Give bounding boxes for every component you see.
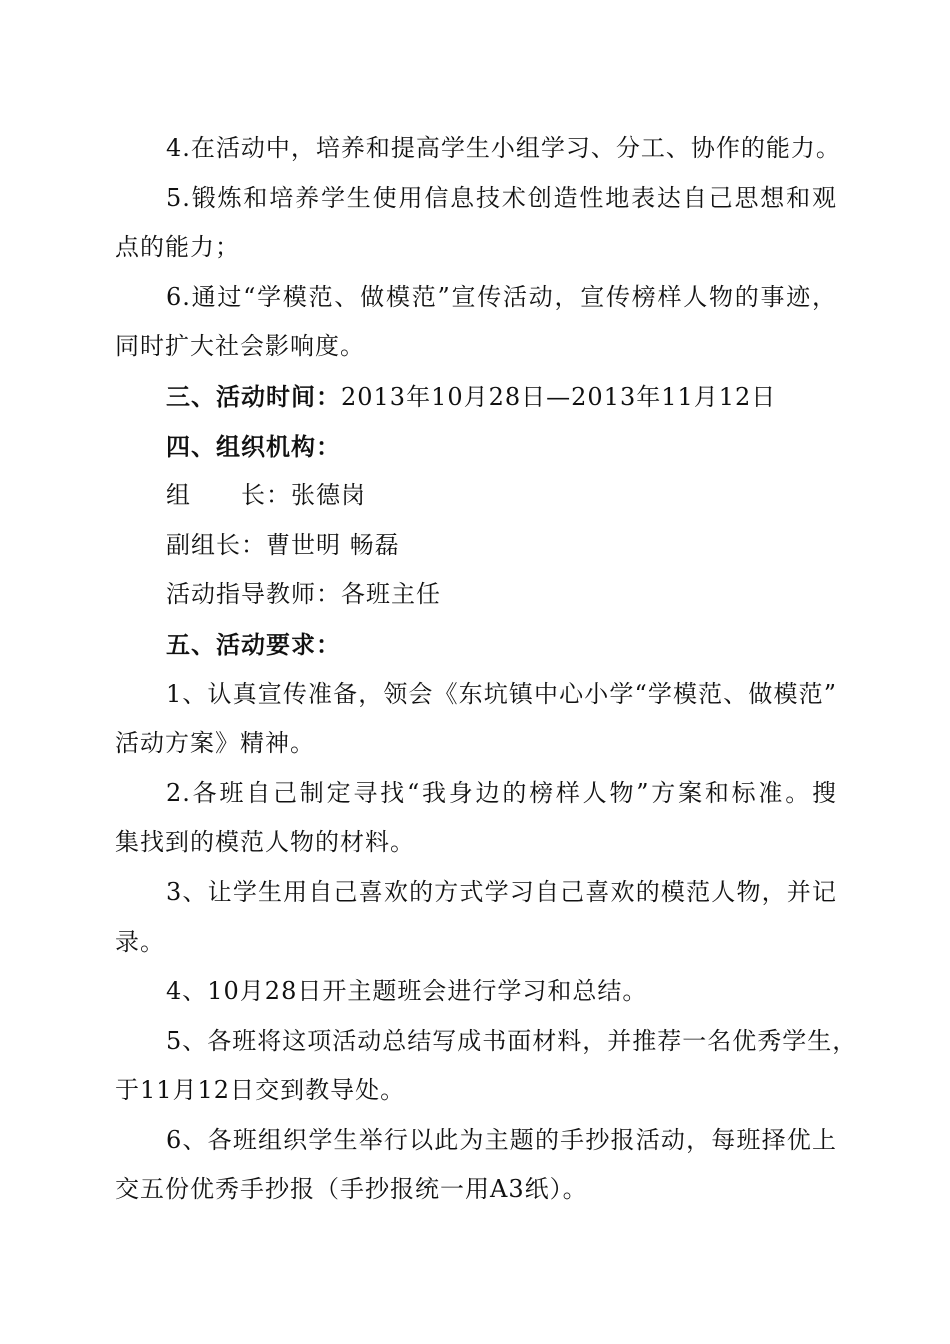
- organization-advisor-row: [115, 570, 837, 620]
- requirement-1-line-1: 1、认真宣传准备，领会《东坑镇中心小学“学模范、做模范”: [166, 679, 837, 708]
- objective-item-4: 4.在活动中，培养和提高学生小组学习、分工、协作的能力。: [166, 134, 841, 162]
- section-activity-time-heading: 三、活动时间：: [166, 381, 341, 411]
- requirement-3-line-2: 录。: [115, 927, 165, 956]
- requirement-6-line-2: 交五份优秀手抄报（手抄报统一用A3纸）。: [115, 1175, 588, 1204]
- advisor-value: 各班主任: [341, 580, 441, 609]
- section-requirements-heading: 五、活动要求：: [166, 629, 341, 659]
- objective-item-5-line-2: 点的能力；: [115, 233, 240, 262]
- organization-leader-row: [115, 471, 837, 521]
- leader-label-part-2: 长：: [241, 481, 291, 510]
- leader-label-part-1: 组: [166, 481, 191, 510]
- requirement-5-line-2: 于11月12日交到教导处。: [115, 1076, 406, 1105]
- organization-deputy-row: [115, 521, 837, 571]
- requirement-3-line-1: 3、让学生用自己喜欢的方式学习自己喜欢的模范人物，并记: [166, 877, 837, 906]
- requirement-2-line-2: 集找到的模范人物的材料。: [115, 828, 415, 857]
- requirement-2-line-1: 2.各班自己制定寻找“我身边的榜样人物”方案和标准。搜: [166, 778, 837, 807]
- requirement-1-line-2: 活动方案》精神。: [115, 729, 315, 758]
- objective-item-6-line-2: 同时扩大社会影响度。: [115, 332, 365, 361]
- requirement-5-line-1: 5、各班将这项活动总结写成书面材料，并推荐一名优秀学生，: [166, 1026, 858, 1055]
- advisor-label: 活动指导教师：: [166, 580, 341, 609]
- requirement-4: 4、10月28日开主题班会进行学习和总结。: [166, 977, 648, 1006]
- document-body: [115, 124, 858, 1215]
- section-activity-time: [115, 372, 837, 422]
- section-activity-time-value: 2013年10月28日—2013年11月12日: [341, 382, 777, 411]
- objective-item-5-line-1: 5.锻炼和培养学生使用信息技术创造性地表达自己思想和观: [166, 183, 837, 212]
- requirement-6-line-1: 6、各班组织学生举行以此为主题的手抄报活动，每班择优上: [166, 1125, 837, 1154]
- leader-name: 张德岗: [291, 481, 366, 510]
- objective-item-6-line-1: 6.通过“学模范、做模范”宣传活动，宣传榜样人物的事迹，: [166, 282, 837, 311]
- section-organization-heading: 四、组织机构：: [166, 431, 341, 461]
- deputy-names: 曹世明 畅磊: [266, 530, 400, 559]
- deputy-label: 副组长：: [166, 530, 266, 559]
